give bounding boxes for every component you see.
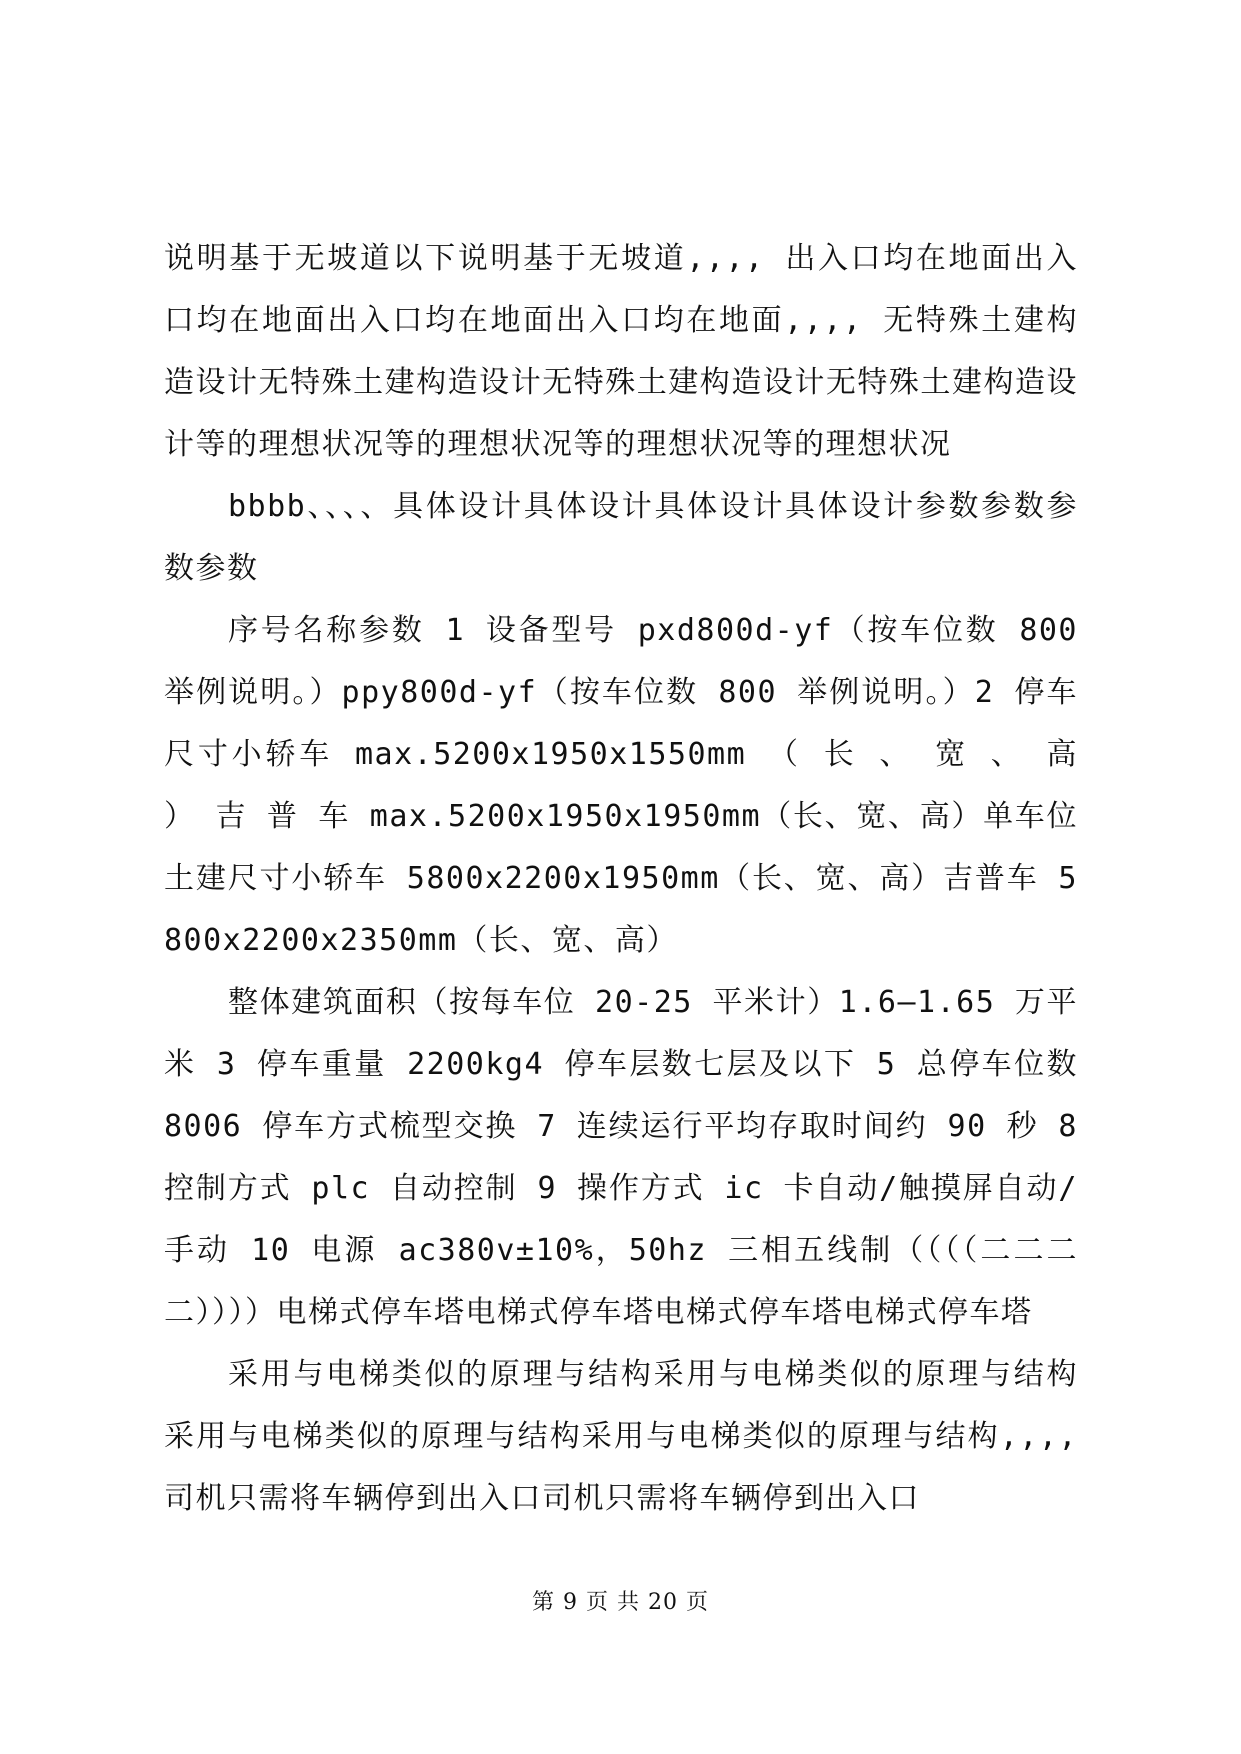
page-footer: 第 9 页 共 20 页 (532, 1590, 709, 1615)
paragraph-parameters: 序号名称参数 1 设备型号 pxd800d-yf（按车位数 800 举例说明。）ppy800d-yf（按车位数 800 举例说明。）2 停车尺寸小轿车 max.5200x1950x1550mm （ 长 、 宽 、 高 ） 吉 普 车 max.5200x1950x1950mm（长、宽、高）单车位土建尺寸小轿车 5800x2200x1950mm（长、宽、高）吉普车 5800x2200x2350mm（长、宽、高） (164, 613, 1078, 958)
paragraph-building-specs: 整体建筑面积（按每车位 20-25 平米计）1.6—1.65 万平米 3 停车重量 2200kg4 停车层数七层及以下 5 总停车位数 8006 停车方式梳型交换 7 连续运行平均存取时间约 90 秒 8 控制方式 plc 自动控制 9 操作方式 ic 卡自动/触摸屏自动/手动 10 电源 ac380v±10%，50hz 三相五线制（（（（二二二二））））电梯式停车塔电梯式停车塔电梯式停车塔电梯式停车塔 (164, 985, 1078, 1330)
paragraph-section-heading: bbbb、、、、具体设计具体设计具体设计具体设计参数参数参数参数 (164, 489, 1078, 586)
paragraph-continuation: 说明基于无坡道以下说明基于无坡道,,,, 出入口均在地面出入口均在地面出入口均在地面出入口均在地面,,,, 无特殊土建构造设计无特殊土建构造设计无特殊土建构造设计无特殊土建构造设计等的理想状况等的理想状况等的理想状况等的理想状况 (164, 241, 1078, 462)
paragraph-elevator-description: 采用与电梯类似的原理与结构采用与电梯类似的原理与结构采用与电梯类似的原理与结构采用与电梯类似的原理与结构,,,, 司机只需将车辆停到出入口司机只需将车辆停到出入口 (164, 1357, 1078, 1516)
document-body (164, 228, 1078, 1530)
